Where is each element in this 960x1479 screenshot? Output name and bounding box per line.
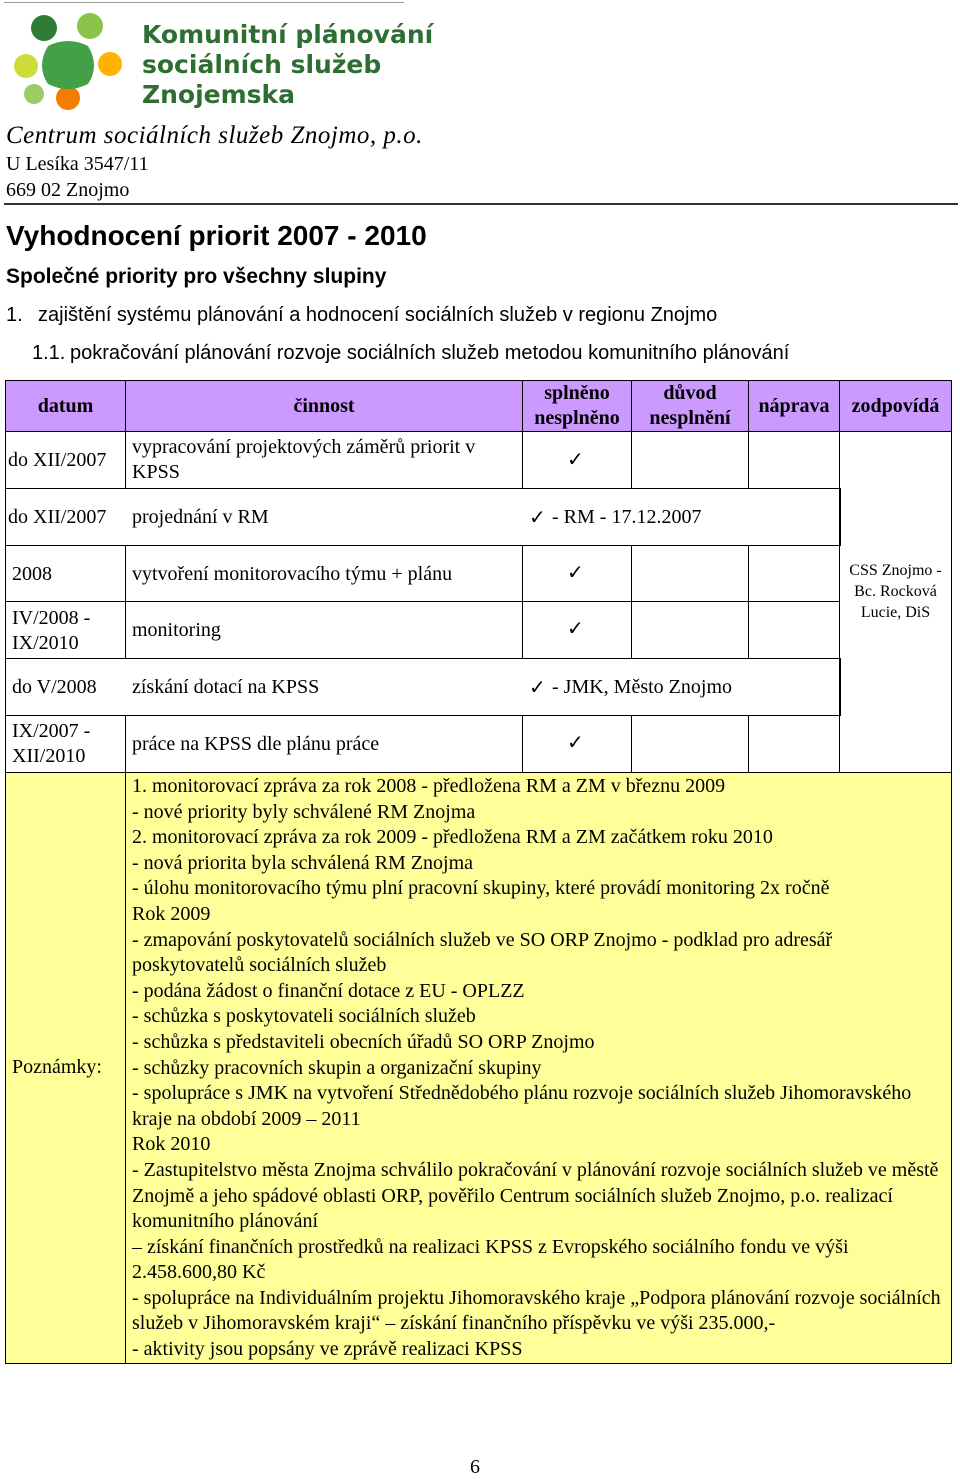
check-mark-icon: ✓ xyxy=(567,616,584,640)
header-duvod xyxy=(631,380,749,432)
row-6-cinnost: práce na KPSS dle plánu práce xyxy=(132,733,380,755)
table-row-1-datum xyxy=(5,431,126,489)
org-name: Centrum sociálních služeb Znojmo, p.o. xyxy=(6,122,423,149)
notes-label: Poznámky: xyxy=(12,1056,102,1078)
kpss-logo xyxy=(8,6,128,114)
table-row-4-splneno xyxy=(522,601,632,659)
header-splneno xyxy=(522,380,632,432)
row-4-datum: IV/2008 - IX/2010 xyxy=(12,607,91,654)
document-title: Vyhodnocení priorit 2007 - 2010 xyxy=(6,220,427,251)
row-2-splneno: - RM - 17.12.2007 xyxy=(552,506,702,528)
header-duvod-label: důvod nesplnění xyxy=(649,382,731,429)
table-row-3-datum xyxy=(5,545,126,602)
notes-label-cell xyxy=(5,772,126,1364)
document-subtitle: Společné priority pro všechny slupiny xyxy=(6,265,387,288)
notes-cell xyxy=(125,772,952,1364)
table-row-3-naprava xyxy=(748,545,840,602)
table-row-4-naprava xyxy=(748,601,840,659)
table-row-6-duvod xyxy=(631,715,749,773)
table-row-1-cinnost xyxy=(125,431,523,489)
table-row-3-cinnost xyxy=(125,545,523,602)
header-naprava xyxy=(748,380,840,432)
table-row-3-duvod xyxy=(631,545,749,602)
table-row-4-cinnost xyxy=(125,601,523,659)
header-divider xyxy=(4,203,958,205)
item-1-number: 1. xyxy=(6,304,23,326)
row-1-cinnost: vypracování projektových záměrů priorit v KPSS xyxy=(132,436,476,483)
header-zodpovida-label: zodpovídá xyxy=(851,395,940,417)
check-mark-icon: ✓ xyxy=(529,675,546,699)
logo-line-3: Znojemska xyxy=(142,80,296,109)
page-number: 6 xyxy=(470,1456,480,1478)
table-row-4-datum xyxy=(5,601,126,659)
table-row-3-splneno xyxy=(522,545,632,602)
table-row-4-duvod xyxy=(631,601,749,659)
table-row-2 xyxy=(5,488,841,546)
notes-text: 1. monitorovací zpráva za rok 2008 - předložena RM a ZM v březnu 2009 - nové priority byly schválené RM Znojma 2. monitorovací zpráva za rok 2009 - předložena RM a ZM začátkem roku 2010 - nová priorita byla schválená RM Znojma - úlohu monitorovacího týmu plní pracovní skupiny, které provádí monitoring 2x ročně Rok 2009 - zmapování poskytovatelů sociálních služeb ve SO ORP Znojmo - podklad pro adresář poskytovatelů sociálních služeb - podána žádost o finanční dotace z EU - OPLZZ - schůzka s poskytovateli sociálních služeb - schůzka s představiteli obecních úřadů SO ORP Znojmo - schůzky pracovních skupin a organizační skupiny - spolupráce s JMK na vytvoření Střednědobého plánu rozvoje sociálních služeb Jihomoravského kraje na období 2009 – 2011 Rok 2010 - Zastupitelstvo města Znojma schválilo pokračování v plánování rozvoje sociálních služeb ve městě Znojmě a jeho spádové oblasti ORP, pověřilo Centrum sociálních služeb Znojmo, p.o. realizací komunitního plánování – získání finančních prostředků na realizaci KPSS z Evropského sociálního fondu ve výši 2.458.600,80 Kč - spolupráce na Individuálním projektu Jihomoravského kraje „Podpora plánování rozvoje sociálních služeb v Jihomoravském kraji“ – získání finančního příspěvku ve výši 235.000,- - aktivity jsou popsány ve zprávě realizaci KPSS xyxy=(132,775,941,1361)
header-rule xyxy=(4,2,404,3)
check-mark-icon: ✓ xyxy=(567,560,584,584)
table-row-5 xyxy=(5,658,841,716)
check-mark-icon: ✓ xyxy=(529,505,546,529)
header-cinnost-label: činnost xyxy=(293,395,355,417)
header-naprava-label: náprava xyxy=(758,395,830,417)
item-1-1-text: pokračování plánování rozvoje sociálních služeb metodou komunitního plánování xyxy=(70,342,790,364)
header-cinnost xyxy=(125,380,523,432)
header-datum xyxy=(5,380,126,432)
header-zodpovida xyxy=(839,380,952,432)
row-2-datum: do XII/2007 xyxy=(8,506,107,528)
row-3-cinnost: vytvoření monitorovacího týmu + plánu xyxy=(132,563,453,585)
row-5-splneno: - JMK, Město Znojmo xyxy=(552,676,732,698)
table-row-1-duvod xyxy=(631,431,749,489)
responsible-person: CSS Znojmo - Bc. Rocková Lucie, DiS xyxy=(849,562,942,621)
item-1-text: zajištění systému plánování a hodnocení sociálních služeb v regionu Znojmo xyxy=(38,304,718,326)
logo-line-1: Komunitní plánování xyxy=(142,20,434,49)
check-mark-icon: ✓ xyxy=(567,447,584,471)
row-1-datum: do XII/2007 xyxy=(8,449,107,471)
logo-line-2: sociálních služeb xyxy=(142,50,382,79)
row-5-datum: do V/2008 xyxy=(12,676,97,698)
row-4-cinnost: monitoring xyxy=(132,619,221,641)
table-row-6-cinnost xyxy=(125,715,523,773)
address-street: U Lesíka 3547/11 xyxy=(6,153,149,175)
table-row-6-datum xyxy=(5,715,126,773)
row-5-cinnost: získání dotací na KPSS xyxy=(132,676,320,698)
table-row-6-naprava xyxy=(748,715,840,773)
row-3-datum: 2008 xyxy=(12,563,52,585)
item-1-1-number: 1.1. xyxy=(32,342,66,364)
table-row-6-splneno xyxy=(522,715,632,773)
row-6-datum: IX/2007 - XII/2010 xyxy=(12,720,91,767)
header-datum-label: datum xyxy=(37,395,94,417)
address-city: 669 02 Znojmo xyxy=(6,179,130,201)
table-row-1-splneno xyxy=(522,431,632,489)
check-mark-icon: ✓ xyxy=(567,730,584,754)
row-2-cinnost: projednání v RM xyxy=(132,506,269,528)
header-splneno-label: splněno nesplněno xyxy=(534,382,620,429)
responsible-cell xyxy=(839,431,952,773)
